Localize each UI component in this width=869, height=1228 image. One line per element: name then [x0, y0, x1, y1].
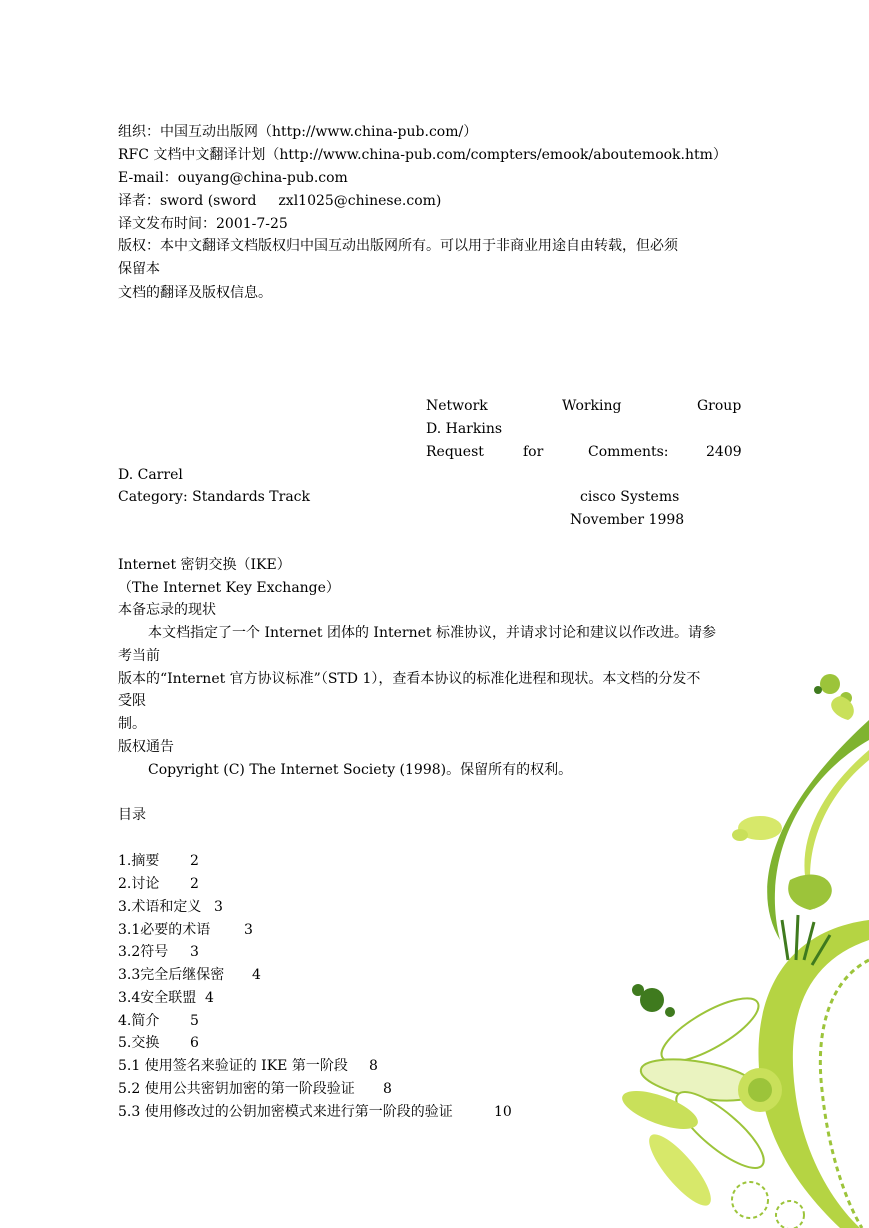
splash-dot	[632, 984, 644, 996]
translator-name: 译者：sword (sword	[118, 193, 257, 209]
org-name: cisco Systems	[580, 489, 680, 505]
toc-item[interactable]	[118, 1102, 512, 1122]
toc-item[interactable]	[118, 1079, 392, 1099]
toc-item-title: 3.术语和定义	[118, 899, 202, 915]
swirl-line	[732, 1182, 768, 1218]
toc-item-title: 1.摘要	[118, 853, 160, 869]
header-plan: RFC 文档中文翻译计划（http://www.china-pub.com/compters/emook/aboutemook.htm）	[118, 147, 727, 163]
rfc-number: 2409	[706, 444, 742, 460]
leaf-shape	[788, 874, 832, 910]
toc-item-page: 5	[190, 1013, 199, 1029]
header-translator	[118, 191, 441, 211]
flower-icon	[618, 987, 782, 1214]
group-word-3: Group	[697, 398, 742, 414]
toc-item-title: 5.1 使用签名来验证的 IKE 第一阶段	[118, 1058, 348, 1074]
header-copyright-3: 文档的翻译及版权信息。	[118, 285, 272, 301]
toc-item-page: 10	[494, 1104, 512, 1120]
swirl-line	[776, 1201, 804, 1228]
request-word-1: Request	[426, 444, 484, 460]
toc-item[interactable]	[118, 1056, 378, 1076]
header-copyright-2: 保留本	[118, 261, 160, 277]
toc-item-page: 3	[244, 922, 253, 938]
header-email: E-mail：ouyang@china-pub.com	[118, 170, 348, 186]
toc-item-title: 5.2 使用公共密钥加密的第一阶段验证	[118, 1081, 355, 1097]
doc-title-cn: Internet 密钥交换（IKE）	[118, 557, 291, 573]
group-word-1: Network	[426, 398, 488, 414]
toc-item-title: 3.1必要的术语	[118, 922, 211, 938]
status-line-3: 版本的“Internet 官方协议标准”（STD 1），查看本协议的标准化进程和现状。本文档的分发不	[118, 671, 701, 687]
request-word-2: for	[523, 444, 544, 460]
status-line-2: 考当前	[118, 648, 160, 664]
request-word-3: Comments:	[588, 444, 669, 460]
translator-email: zxl1025@chinese.com)	[278, 193, 442, 209]
toc-item-page: 2	[190, 876, 199, 892]
toc-item-page: 4	[205, 990, 214, 1006]
doc-title-en: （The Internet Key Exchange）	[118, 580, 340, 596]
toc-item-page: 4	[252, 967, 261, 983]
toc-item-title: 4.简介	[118, 1013, 160, 1029]
toc-item-title: 3.2符号	[118, 944, 169, 960]
author-2: D. Carrel	[118, 467, 183, 483]
toc-item-title: 5.交换	[118, 1035, 160, 1051]
rfc-date: November 1998	[570, 512, 685, 528]
copyright-heading: 版权通告	[118, 739, 174, 755]
status-heading: 本备忘录的现状	[118, 602, 216, 618]
toc-item-page: 8	[369, 1058, 378, 1074]
header-org: 组织：中国互动出版网（http://www.china-pub.com/）	[118, 124, 478, 140]
toc-heading: 目录	[118, 807, 146, 823]
toc-item[interactable]	[118, 920, 253, 940]
leaf-dot	[820, 674, 840, 694]
toc-item-page: 3	[214, 899, 223, 915]
category: Category: Standards Track	[118, 489, 311, 505]
toc-item[interactable]	[118, 1033, 199, 1053]
toc-item-title: 3.4安全联盟	[118, 990, 197, 1006]
splash-dot	[665, 1007, 675, 1017]
toc-item-page: 8	[383, 1081, 392, 1097]
toc-item-title: 5.3 使用修改过的公钥加密模式来进行第一阶段的验证	[118, 1104, 453, 1120]
toc-item-page: 6	[190, 1035, 199, 1051]
status-line-5: 制。	[118, 716, 146, 732]
toc-item[interactable]	[118, 897, 223, 917]
group-word-2: Working	[562, 398, 622, 414]
status-line-1: 本文档指定了一个 Internet 团体的 Internet 标准协议，并请求讨论和建议以作改进。请参	[148, 625, 716, 641]
copyright-text: Copyright (C) The Internet Society (1998)。保留所有的权利。	[148, 762, 573, 778]
toc-item-title: 3.3完全后继保密	[118, 967, 225, 983]
toc-item-page: 2	[190, 853, 199, 869]
toc-item[interactable]	[118, 874, 199, 894]
toc-item[interactable]	[118, 988, 214, 1008]
toc-item-title: 2.讨论	[118, 876, 160, 892]
toc-item[interactable]	[118, 851, 199, 871]
header-copyright-1: 版权：本中文翻译文档版权归中国互动出版网所有。可以用于非商业用途自由转载，但必须	[118, 238, 678, 254]
toc-item[interactable]	[118, 942, 199, 962]
leaf-dot	[814, 686, 822, 694]
toc-item[interactable]	[118, 965, 261, 985]
toc-item-page: 3	[190, 944, 199, 960]
leaf-shape	[732, 829, 748, 841]
header-date: 译文发布时间：2001-7-25	[118, 216, 288, 232]
toc-item[interactable]	[118, 1011, 199, 1031]
status-line-4: 受限	[118, 693, 146, 709]
author-1: D. Harkins	[426, 421, 503, 437]
floral-decoration	[600, 660, 869, 1228]
